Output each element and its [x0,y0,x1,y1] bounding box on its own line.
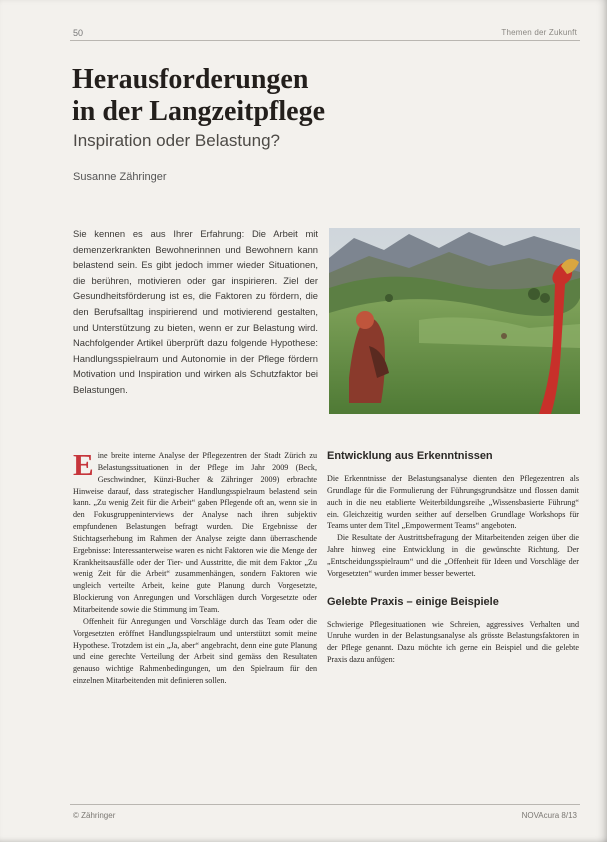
body-paragraph [73,447,317,616]
footer-rule [70,804,580,805]
alpine-meadow-photo [329,228,580,414]
body-column-right [327,450,579,666]
page-number: 50 [73,28,84,38]
title-line-2: in der Langzeitpflege [72,96,326,127]
body-paragraph: Schwierige Pflegesituationen wie Schreien, aggressives Verhalten und Unruhe wurden in der Belastungsanalyse als grösste Belastungsfaktoren in der Pflege genannt. Dazu möchte ich gerne ein Beispiel und die gelebte Praxis dazu anfügen: [327,619,579,665]
section-heading: Entwicklung aus Erkenntnissen [327,450,493,462]
author-name: Susanne Zähringer [73,171,167,183]
section-label: Themen der Zukunft [501,28,577,37]
photo-illustration [329,228,580,414]
title-line-1: Herausforderungen [72,64,309,95]
footer-credit: © Zähringer [73,811,116,820]
intro-paragraph: Sie kennen es aus Ihrer Erfahrung: Die Arbeit mit demenzerkrankten Bewohnerinnen und Bewohnern kann belastend sein. Es gibt jedoch immer wieder Situationen, die berühren, motivieren oder gar inspirieren. Ziel der Gesundheitsförderung ist es, die Faktoren zu fördern, die den Berufsalltag inspirierend und motivierend gestalten, und Unterstützung zu bieten, wenn er zur Belastung wird. Nachfolgender Artikel überprüft dazu folgende Hypothese: Handlungsspielraum und Autonomie in der Pflege fördern Motivation und Inspiration und wirken als Schutzfaktor bei Belastungen. [73,228,318,395]
body-column-left [73,447,317,687]
drop-cap: E [73,447,94,482]
body-paragraph: Offenheit für Anregungen und Vorschläge durch das Team oder die Vorgesetzten eröffnet Handlungsspielraum und unterstützt somit meine Hypothese. Trotzdem ist ein „Ja, aber“ angebracht, denn eine gute Planung und eine gerechte Verteilung der Arbeit sind gemäss den Resultaten genauso wichtige Rahmenbedingungen, um den Spielraum für den einzelnen Mitarbeitenden mit definieren sollen. [73,616,317,686]
body-paragraph: Die Resultate der Austrittsbefragung der Mitarbeitenden zeigen über die Jahre hinweg eine Entwicklung in die gewünschte Richtung. Der „Entscheidungsspielraum“ und die „Offenheit für Ideen und Vorschläge der Vorgesetzten“ wurden immer besser bewertet. [327,533,579,578]
article-title [72,64,552,128]
paragraph-text: ine breite interne Analyse der Pflegezentren der Stadt Zürich zu Belastungssituationen in der Pflege im Jahr 2009 (Beck, Geschwindner, Künzi-Bucher & Zähringer 2009) erbrachte Hinweise darauf, dass strategischer Handlungsspielraum belastend sein kann. „Zu wenig Zeit für die Arbeit“ gaben Pflegende oft an, wenn sie in den Fokusgruppeninterviews der Analyse nach ihren subjektiv empfundenen Belastungen befragt wurden. Die Ergebnisse der Stichtagserhebung im Rahmen der Analyse zeigte dann überraschende Ergebnisse: Interessanterweise waren es nicht Faktoren wie die Menge der Krankheitsausfälle oder der Tier- und Ausstritte, die mit dem Faktor „Zu wenig Zeit für die Arbeit“ zusammenhängen, sondern Faktoren wie ungleich verteilte Arbeit, keine gute Planung durch Vorgesetzte, Blockierung von Anregungen und Vorschlägen durch Vorgesetzte oder Mitarbeitende sowie die Stimmung im Team. [73,451,317,614]
article-subtitle: Inspiration oder Belastung? [73,131,280,150]
footer-issue: NOVAcura 8/13 [521,811,577,820]
body-paragraph: Die Erkenntnisse der Belastungsanalyse dienten den Pflegezentren als Grundlage für die Formulierung der Führungsgrundsätze und flossen damit auch in die neu etablierte Weiterbildungsreihe „Wissensbasierte Führung“ ein. Gleichzeitig wurden seither auf derselben Grundlage Workshops für Teams unter dem Titel „Empowerment Teams“ angeboten. [327,474,579,531]
header-rule [70,40,580,41]
section-heading: Gelebte Praxis – einige Beispiele [327,595,499,608]
